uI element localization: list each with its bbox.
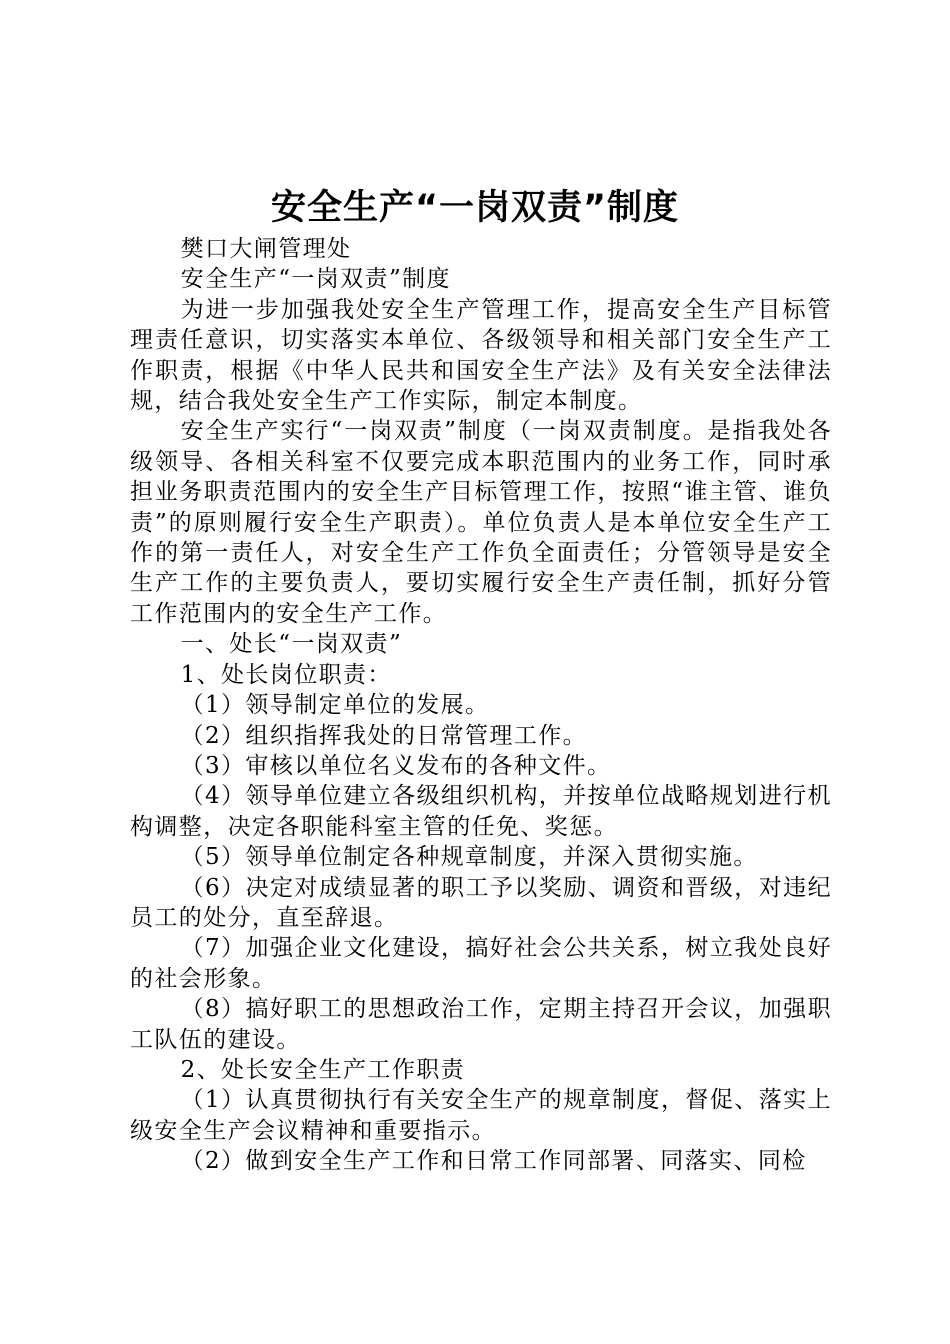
org-name: 樊口大闸管理处 — [180, 236, 352, 262]
list-item: （7）加强企业文化建设，搞好社会公共关系，树立我处良好的社会形象。 — [130, 935, 832, 992]
list-item: （1）领导制定单位的发展。 — [180, 692, 490, 719]
section-heading-1: 一、处长“一岗双责” — [180, 631, 403, 658]
list-item: （3）审核以单位名义发布的各种文件。 — [180, 752, 612, 779]
subsection-heading-1: 1、处长岗位职责： — [180, 661, 392, 688]
paragraph-definition: 安全生产实行“一岗双责”制度（一岗双责制度。是指我处各级领导、各相关科室不仅要完成本职范围内的业务工作，同时承担业务职责范围内的安全生产目标管理工作，按照“谁主管、谁负责”的原则履行安全生产职责）。单位负责人是本单位安全生产工作的第一责任人，对安全生产工作负全面责任；分管领导是安全生产工作的主要负责人，要切实履行安全生产责任制，抓好分管工作范围内的安全生产工作。 — [130, 418, 832, 627]
document-title: 安全生产“一岗双责”制度 — [270, 188, 679, 228]
list-item: （2）做到安全生产工作和日常工作同部署、同落实、同检 — [180, 1148, 807, 1175]
list-item: （5）领导单位制定各种规章制度，并深入贯彻实施。 — [180, 844, 758, 871]
subsection-heading-2: 2、处长安全生产工作职责 — [180, 1056, 466, 1083]
list-item: （8）搞好职工的思想政治工作，定期主持召开会议，加强职工队伍的建设。 — [130, 996, 832, 1053]
list-item: （6）决定对成绩显著的职工予以奖励、调资和晋级，对违纪员工的处分，直至辞退。 — [130, 874, 832, 931]
subtitle: 安全生产“一岗双责”制度 — [180, 266, 451, 293]
document-body — [130, 234, 832, 1177]
list-item: （4）领导单位建立各级组织机构，并按单位战略规划进行机构调整，决定各职能科室主管的任免、奖惩。 — [130, 783, 832, 840]
paragraph-intro: 为进一步加强我处安全生产管理工作，提高安全生产目标管理责任意识，切实落实本单位、各级领导和相关部门安全生产工作职责，根据《中华人民共和国安全生产法》及有关安全法律法规，结合我处安全生产工作实际，制定本制度。 — [130, 296, 832, 415]
list-item: （1）认真贯彻执行有关安全生产的规章制度，督促、落实上级安全生产会议精神和重要指示。 — [130, 1087, 832, 1144]
list-item: （2）组织指挥我处的日常管理工作。 — [180, 722, 588, 749]
